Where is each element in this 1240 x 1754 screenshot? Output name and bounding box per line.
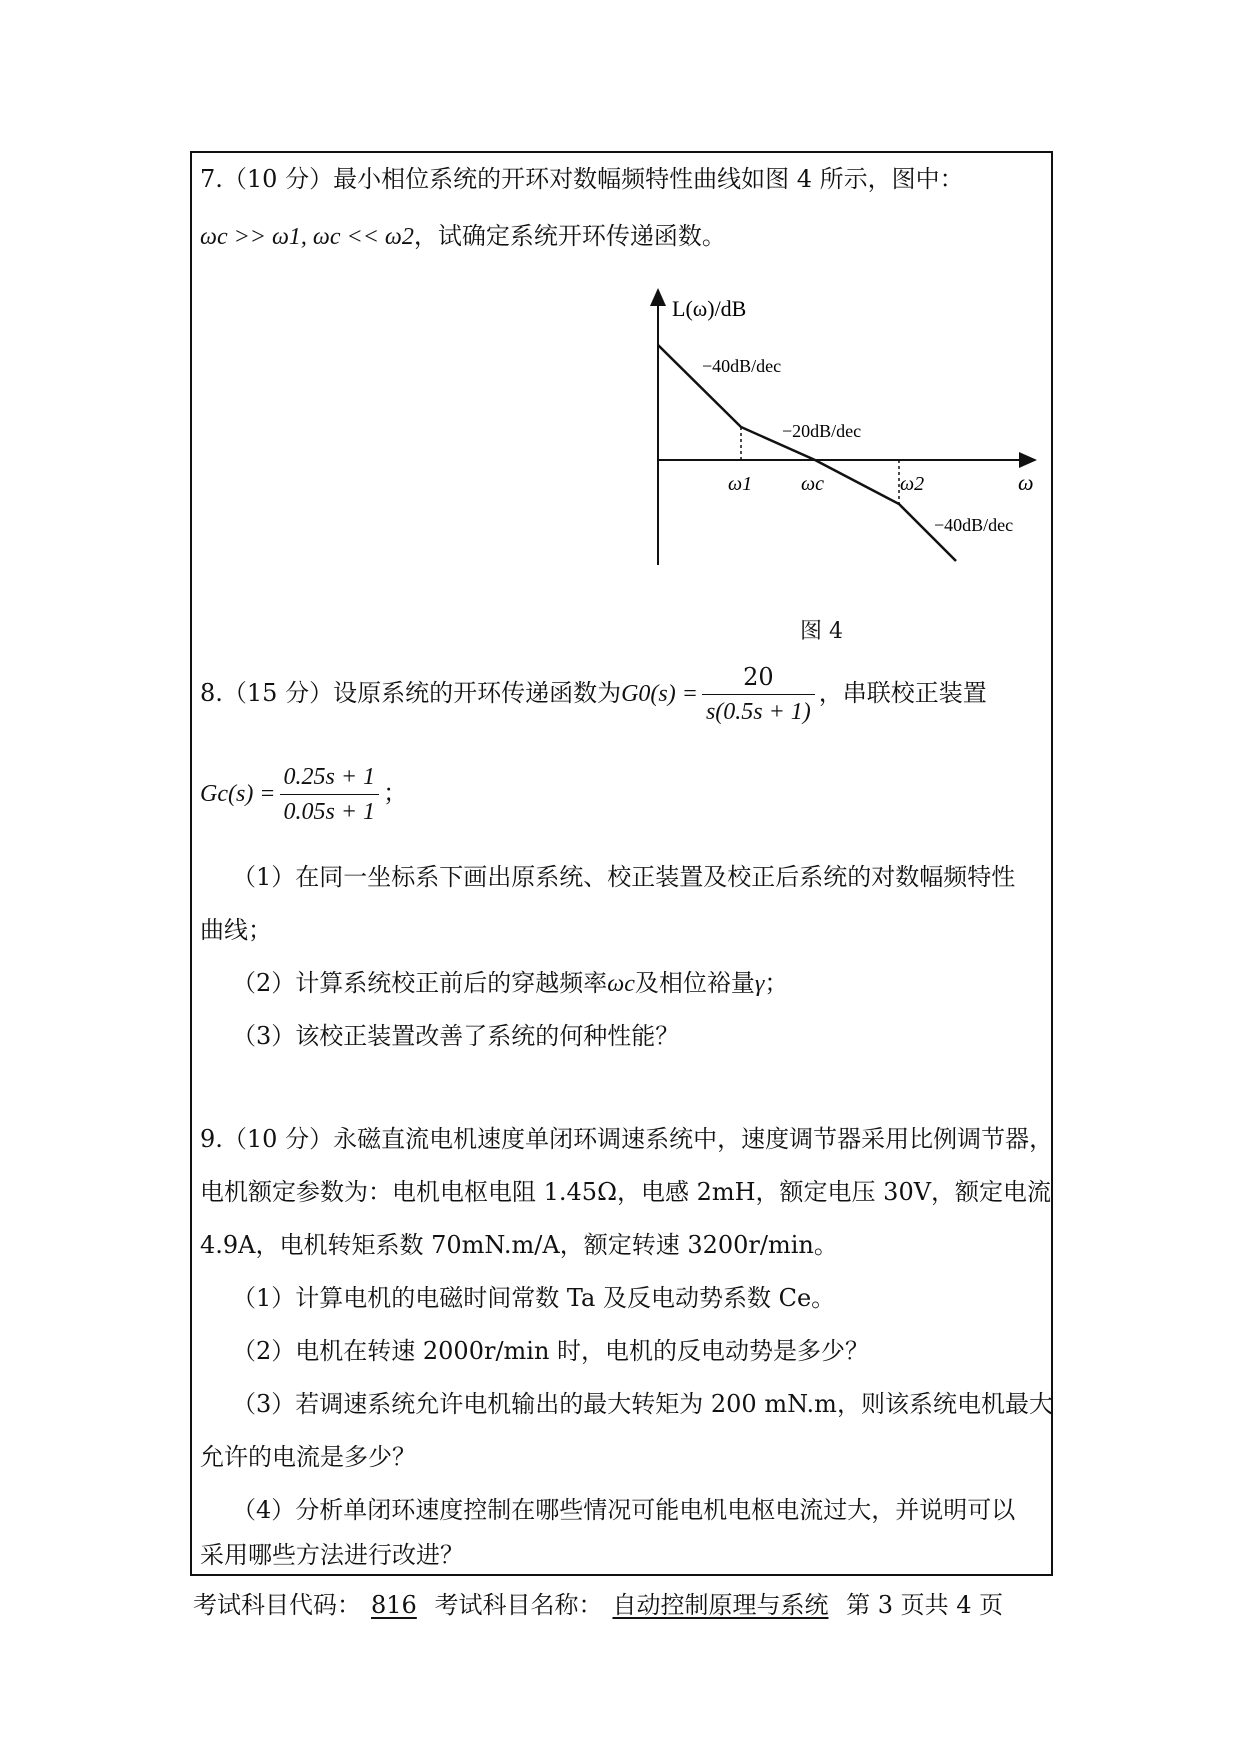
q8-sub2: [232, 968, 788, 999]
q9-sub4-b: 采用哪些方法进行改进？: [200, 1541, 464, 1569]
q9-sub3-b: 允许的电流是多少？: [200, 1443, 416, 1471]
subject-code-label: 考试科目代码：: [193, 1591, 361, 1619]
gc-fraction: [280, 760, 380, 829]
q8-sub2-a: （2）计算系统校正前后的穿越频率: [232, 969, 608, 997]
crossover-frequency-symbol: ωc: [607, 971, 635, 997]
q8-gc-line: [200, 760, 407, 829]
figure-caption: 图 4: [800, 619, 843, 644]
slope-label-2: −20dB/dec: [782, 421, 862, 441]
q8-line1: [200, 660, 987, 729]
magnitude-curve: [658, 345, 956, 561]
q7-line1: 7.（10 分）最小相位系统的开环对数幅频特性曲线如图 4 所示，图中：: [200, 165, 964, 193]
page-footer: [193, 1585, 1003, 1620]
q9-sub3-a: （3）若调速系统允许电机输出的最大转矩为 200 mN.m，则该系统电机最大: [232, 1390, 1053, 1418]
gc-numerator: 0.25s + 1: [280, 760, 380, 795]
bode-diagram: [0, 0, 1240, 600]
g0-fraction: [702, 660, 815, 729]
gc-end: ；: [383, 779, 408, 807]
q9-line1: 9.（10 分）永磁直流电机速度单闭环调速系统中，速度调节器采用比例调节器，: [200, 1125, 1054, 1153]
q9-line3: 4.9A，电机转矩系数 70mN.m/A，额定转速 3200r/min。: [200, 1231, 838, 1259]
subject-code: 816: [371, 1591, 417, 1619]
page-number: 第 3 页共 4 页: [846, 1591, 1004, 1619]
slope-label-1: −40dB/dec: [702, 356, 782, 376]
q8-sub1-a: （1）在同一坐标系下画出原系统、校正装置及校正后系统的对数幅频特性: [232, 863, 1016, 891]
q8-sub2-b: 及相位裕量: [634, 969, 755, 997]
subject-name: 自动控制原理与系统: [612, 1591, 829, 1619]
y-axis-label: L(ω)/dB: [672, 296, 747, 321]
q8-suffix: ，串联校正装置: [818, 679, 987, 707]
subject-name-label: 考试科目名称：: [434, 1591, 603, 1619]
tick-label-w2: ω2: [900, 473, 925, 495]
slope-label-3: −40dB/dec: [934, 515, 1014, 535]
gc-lhs: Gc(s) =: [200, 781, 276, 807]
q9-sub1: （1）计算电机的电磁时间常数 Ta 及反电动势系数 Ce。: [232, 1284, 836, 1312]
phase-margin-symbol: γ: [754, 971, 765, 997]
q8-sub3: （3）该校正装置改善了系统的何种性能？: [232, 1022, 680, 1050]
x-axis-label: ω: [1018, 470, 1034, 495]
q9-sub2: （2）电机在转速 2000r/min 时，电机的反电动势是多少？: [232, 1337, 870, 1365]
q7-condition: ωc >> ω1, ωc << ω2: [200, 224, 414, 250]
g0-lhs: G0(s) =: [621, 681, 698, 707]
q8-sub1-b: 曲线；: [200, 916, 272, 944]
g0-denominator: s(0.5s + 1): [705, 699, 811, 725]
q8-sub2-c: ；: [764, 969, 789, 997]
g0-numerator: 20: [702, 660, 815, 695]
q7-line2-text: ，试确定系统开环传递函数。: [413, 222, 726, 250]
q9-sub4-a: （4）分析单闭环速度控制在哪些情况可能电机电枢电流过大，并说明可以: [232, 1496, 1016, 1524]
tick-label-w1: ω1: [728, 473, 753, 495]
q8-prefix: 8.（15 分）设原系统的开环传递函数为: [200, 679, 622, 707]
gc-denominator: 0.05s + 1: [283, 799, 376, 825]
q9-line2: 电机额定参数为：电机电枢电阻 1.45Ω，电感 2mH，额定电压 30V，额定电流: [200, 1178, 1052, 1206]
tick-label-wc: ωc: [801, 473, 824, 495]
